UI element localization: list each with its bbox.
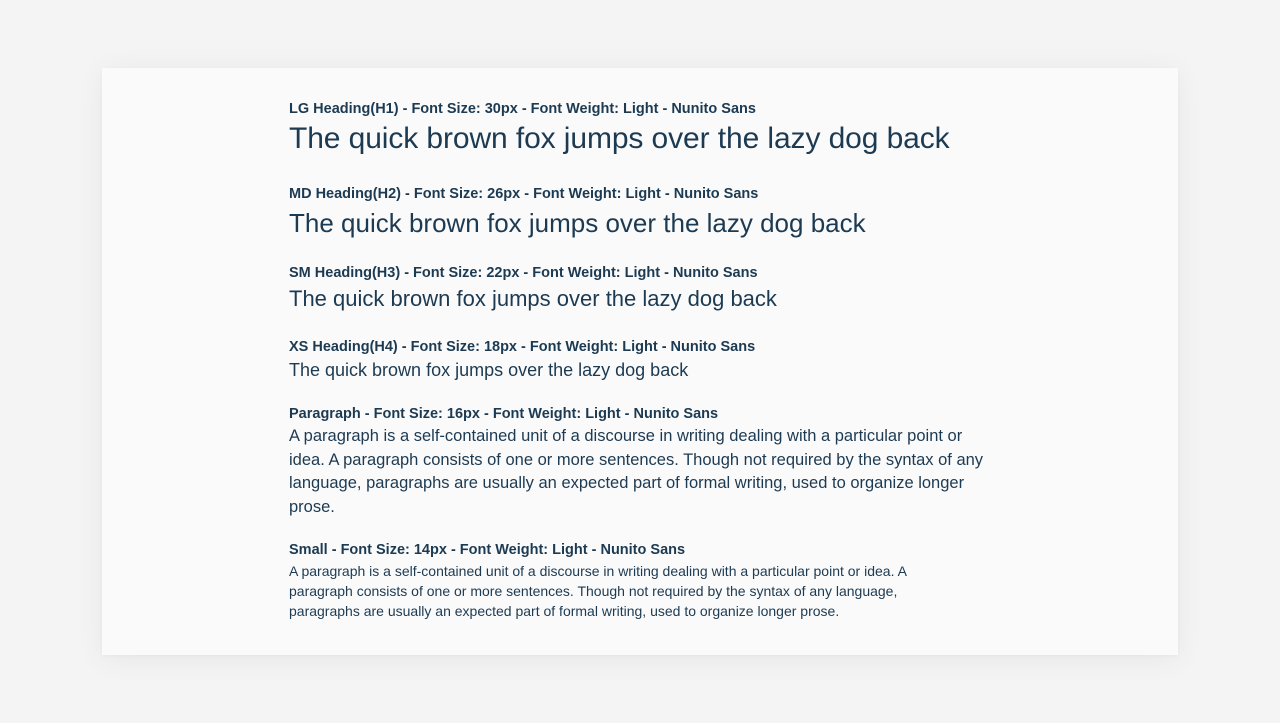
h2-spec-label: MD Heading(H2) - Font Size: 26px - Font Weight: Light - Nunito Sans: [289, 186, 759, 202]
paragraph-sample-text: A paragraph is a self-contained unit of a discourse in writing dealing with a particular point or idea. A paragraph consists of one or more sentences. Though not required by the syntax of any language, paragraphs are usually an expected part of formal writing, used to organize longer prose.: [289, 427, 984, 516]
h3-spec-label: SM Heading(H3) - Font Size: 22px - Font Weight: Light - Nunito Sans: [289, 265, 758, 281]
paragraph-specimen: [289, 405, 999, 519]
h1-spec-label: LG Heading(H1) - Font Size: 30px - Font Weight: Light - Nunito Sans: [289, 101, 756, 117]
small-specimen: [289, 541, 999, 621]
h1-sample-text: The quick brown fox jumps over the lazy dog back: [289, 122, 950, 155]
typography-card: [102, 68, 1178, 655]
small-sample-text: A paragraph is a self-contained unit of a discourse in writing dealing with a particular point or idea. A paragraph consists of one or more sentences. Though not required by the syntax of any language, paragraphs are usually an expected part of formal writing, used to organize longer prose.: [289, 563, 907, 619]
h4-specimen: [289, 338, 999, 382]
h4-sample-text: The quick brown fox jumps over the lazy dog back: [289, 360, 689, 380]
h2-sample-text: The quick brown fox jumps over the lazy dog back: [289, 208, 866, 238]
h1-specimen: [289, 100, 999, 158]
paragraph-spec-label: Paragraph - Font Size: 16px - Font Weight: Light - Nunito Sans: [289, 406, 719, 422]
h3-specimen: [289, 264, 999, 313]
h2-specimen: [289, 185, 999, 240]
small-spec-label: Small - Font Size: 14px - Font Weight: Light - Nunito Sans: [289, 542, 686, 558]
h4-spec-label: XS Heading(H4) - Font Size: 18px - Font Weight: Light - Nunito Sans: [289, 339, 756, 355]
h3-sample-text: The quick brown fox jumps over the lazy dog back: [289, 286, 777, 311]
